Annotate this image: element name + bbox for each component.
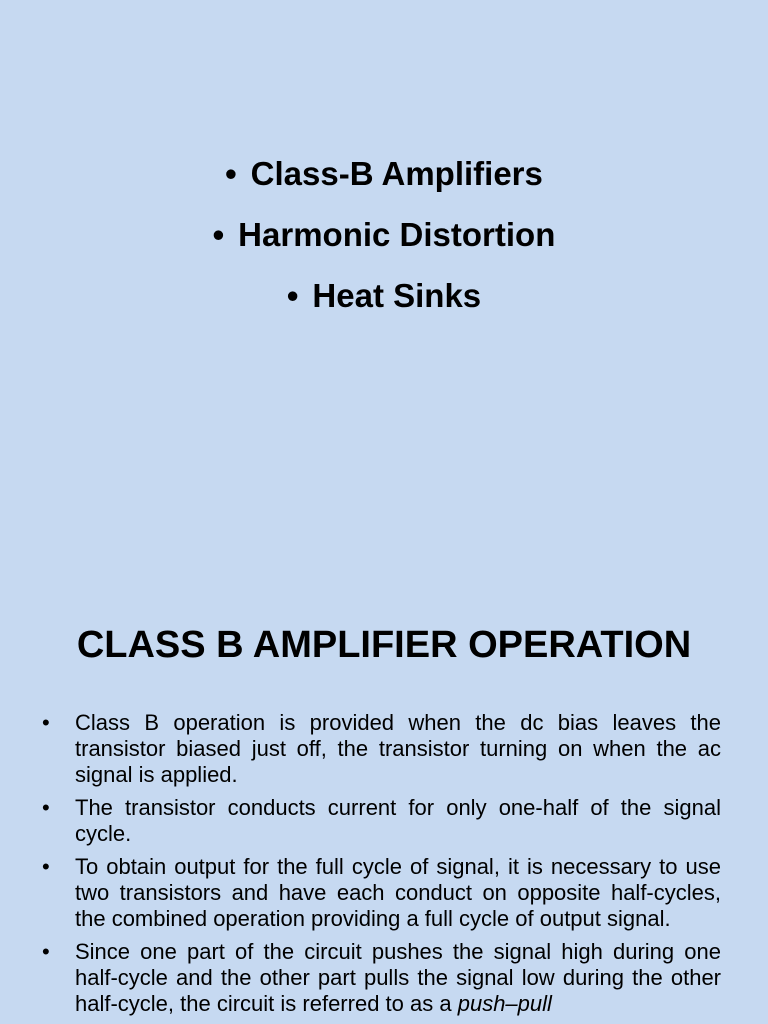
topic-item: • Heat Sinks [0,265,768,326]
bullet-item: • To obtain output for the full cycle of signal, it is necessary to use two transistors and have each conduct on opposite half-cycles, the combined operation providing a full cycle of output signal. [75,854,721,932]
bullet-item: • The transistor conducts current for only one-half of the signal cycle. [75,795,721,847]
bullet-emphasis: push–pull [457,991,552,1016]
bullet-item [75,939,721,1017]
slide-class-b-operation [0,576,768,1024]
bullet-item: • Class B operation is provided when the dc bias leaves the transistor biased just off, the transistor turning on when the ac signal is applied. [75,710,721,788]
slide-title: CLASS B AMPLIFIER OPERATION [76,624,692,666]
topic-list [0,143,768,326]
topic-item: • Class-B Amplifiers [0,143,768,204]
topic-item: • Harmonic Distortion [0,204,768,265]
bullet-list [0,710,768,1024]
bullet-text: Since one part of the circuit pushes the signal high during one half-cycle and the other part pulls the signal low during the other half-cycle, the circuit is referred to as a [75,939,721,1016]
